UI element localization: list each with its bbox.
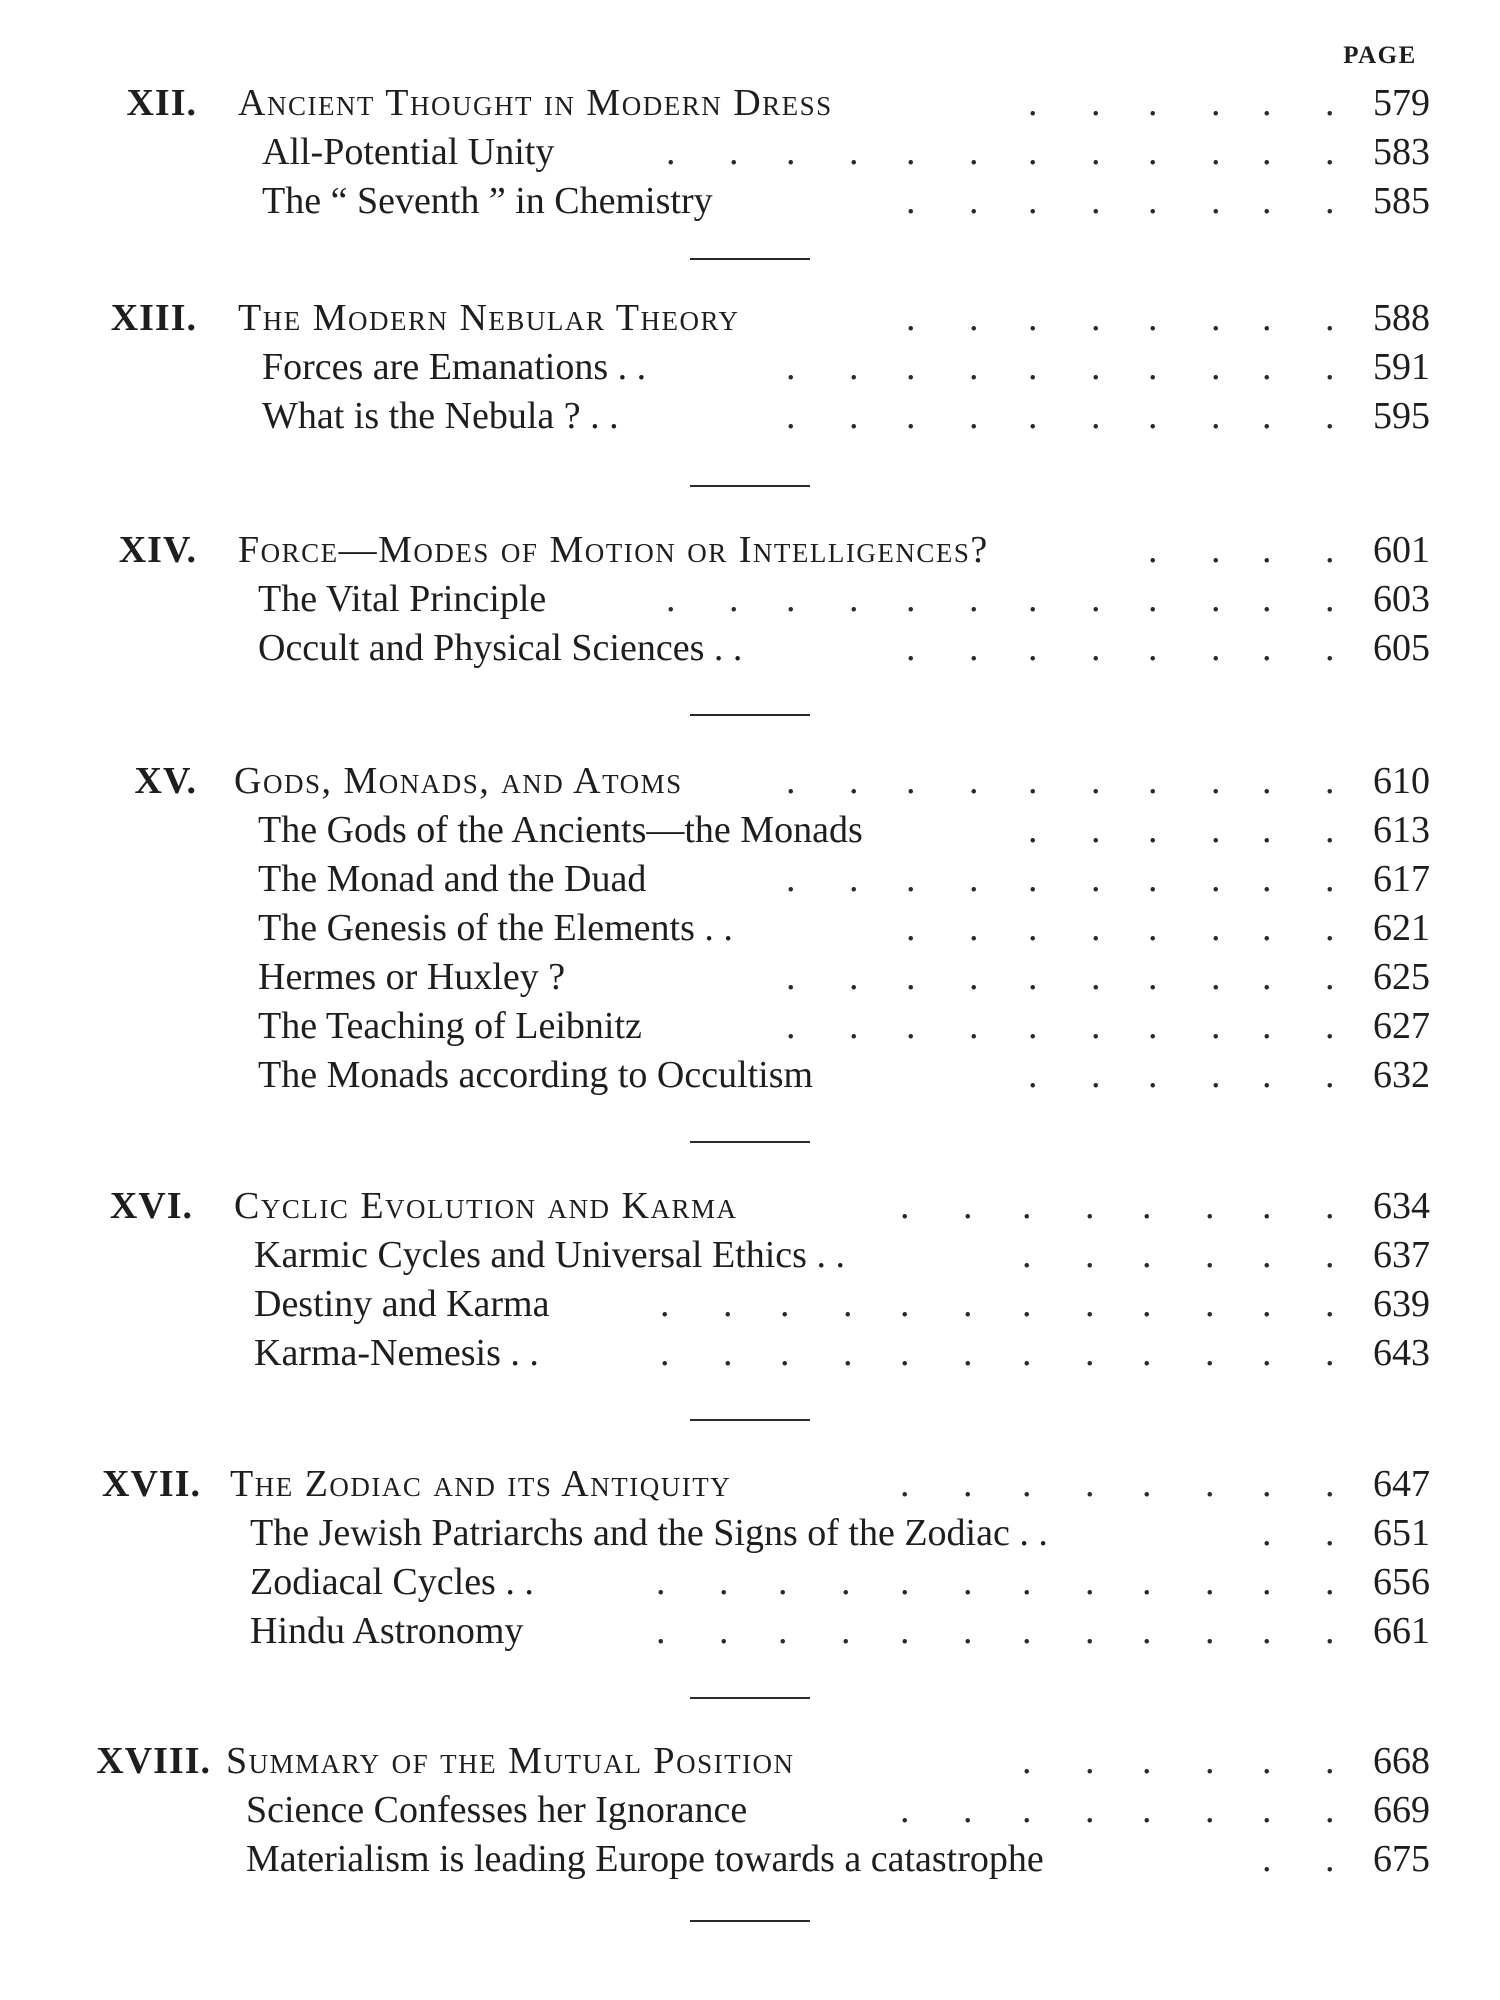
section-title: The Vital Principle — [258, 578, 547, 620]
leader-dots: . . — [1262, 346, 1357, 388]
leader-dots: . . — [660, 1283, 755, 1325]
section-title: Zodiacal Cycles . . — [250, 1561, 534, 1603]
leader-dots: . . — [1028, 82, 1123, 124]
section-row — [0, 343, 1500, 392]
leader-dots: . . — [780, 1283, 875, 1325]
page-number: 669 — [1373, 1789, 1430, 1831]
page-number: 661 — [1373, 1610, 1430, 1652]
chapter-title: Force—Modes of Motion or Intelligences? — [238, 529, 989, 571]
leader-dots: . . — [1142, 1463, 1237, 1505]
leader-dots: . . — [1022, 1283, 1117, 1325]
page-number: 647 — [1373, 1463, 1430, 1505]
leader-dots: . . — [1262, 180, 1357, 222]
leader-dots: . . — [906, 907, 1001, 949]
page-number: 601 — [1373, 529, 1430, 571]
section-title: Occult and Physical Sciences . . — [258, 627, 743, 669]
leader-dots: . . — [1262, 1838, 1357, 1880]
page-number: 585 — [1373, 180, 1430, 222]
leader-dots: . . — [1022, 1234, 1117, 1276]
leader-dots: . . — [1148, 131, 1243, 173]
section-title: Destiny and Karma — [254, 1283, 550, 1325]
leader-dots: . . — [786, 395, 881, 437]
leader-dots: . . — [1148, 760, 1243, 802]
leader-dots: . . — [1142, 1332, 1237, 1374]
leader-dots: . . — [778, 1561, 873, 1603]
section-row — [0, 855, 1500, 904]
leader-dots: . . — [906, 627, 1001, 669]
chapter-numeral: XII. — [126, 82, 197, 124]
leader-dots: . . — [1028, 578, 1123, 620]
section-title: The Monad and the Duad — [258, 858, 647, 900]
leader-dots: . . — [1262, 760, 1357, 802]
chapter-numeral: XVII. — [102, 1463, 201, 1505]
leader-dots: . . — [1262, 1185, 1357, 1227]
leader-dots: . . — [906, 297, 1001, 339]
page-number: 617 — [1373, 858, 1430, 900]
chapter-xiv — [0, 526, 1500, 673]
chapter-numeral: XVIII. — [96, 1740, 211, 1782]
page-number: 605 — [1373, 627, 1430, 669]
chapter-numeral: XIV. — [118, 529, 197, 571]
leader-dots: . . — [1142, 1185, 1237, 1227]
leader-dots: . . — [1022, 1185, 1117, 1227]
leader-dots: . . — [900, 1610, 995, 1652]
section-title: Karma-Nemesis . . — [254, 1332, 539, 1374]
leader-dots: . . — [906, 180, 1001, 222]
chapter-xiii — [0, 294, 1500, 441]
chapter-xviii — [0, 1737, 1500, 1884]
page-number: 637 — [1373, 1234, 1430, 1276]
leader-dots: . . — [786, 1005, 881, 1047]
leader-dots: . . — [666, 131, 761, 173]
section-divider — [690, 1697, 810, 1699]
chapter-numeral: XIII. — [110, 297, 197, 339]
chapter-heading-row — [0, 757, 1500, 806]
leader-dots: . . — [786, 858, 881, 900]
section-row — [0, 128, 1500, 177]
section-row — [0, 1231, 1500, 1280]
page-column-heading: PAGE — [1343, 42, 1417, 69]
chapter-xvi — [0, 1182, 1500, 1378]
section-title: The Genesis of the Elements . . — [258, 907, 733, 949]
chapter-heading-row — [0, 526, 1500, 575]
section-title: Hindu Astronomy — [250, 1610, 524, 1652]
leader-dots: . . — [1262, 1789, 1357, 1831]
page-number: 675 — [1373, 1838, 1430, 1880]
leader-dots: . . — [786, 956, 881, 998]
leader-dots: . . — [1028, 809, 1123, 851]
leader-dots: . . — [1262, 1332, 1357, 1374]
leader-dots: . . — [656, 1610, 751, 1652]
chapter-numeral: XV. — [134, 760, 197, 802]
section-row — [0, 392, 1500, 441]
page-number: 621 — [1373, 907, 1430, 949]
chapter-title: Ancient Thought in Modern Dress — [238, 82, 833, 124]
leader-dots: . . — [1262, 1283, 1357, 1325]
page-number: 588 — [1373, 297, 1430, 339]
leader-dots: . . — [786, 760, 881, 802]
leader-dots: . . — [1148, 395, 1243, 437]
leader-dots: . . — [1028, 395, 1123, 437]
chapter-xv — [0, 757, 1500, 1100]
leader-dots: . . — [1028, 1005, 1123, 1047]
section-row — [0, 1509, 1500, 1558]
section-row — [0, 953, 1500, 1002]
leader-dots: . . — [1262, 1740, 1357, 1782]
page-number: 668 — [1373, 1740, 1430, 1782]
leader-dots: . . — [1148, 346, 1243, 388]
chapter-heading-row — [0, 1460, 1500, 1509]
leader-dots: . . — [1022, 1740, 1117, 1782]
page-number: 656 — [1373, 1561, 1430, 1603]
leader-dots: . . — [786, 578, 881, 620]
chapter-title: The Zodiac and its Antiquity — [230, 1463, 732, 1505]
page-number: 634 — [1373, 1185, 1430, 1227]
leader-dots: . . — [1262, 1561, 1357, 1603]
section-row — [0, 1786, 1500, 1835]
leader-dots: . . — [1028, 760, 1123, 802]
leader-dots: . . — [1262, 956, 1357, 998]
leader-dots: . . — [666, 578, 761, 620]
leader-dots: . . — [1148, 578, 1243, 620]
page-number: 639 — [1373, 1283, 1430, 1325]
leader-dots: . . — [1148, 82, 1243, 124]
leader-dots: . . — [1142, 1234, 1237, 1276]
section-title: The Monads according to Occultism — [258, 1054, 814, 1096]
leader-dots: . . — [900, 1789, 995, 1831]
section-title: Hermes or Huxley ? — [258, 956, 566, 998]
leader-dots: . . — [1262, 1610, 1357, 1652]
page-number: 610 — [1373, 760, 1430, 802]
leader-dots: . . — [1262, 1463, 1357, 1505]
leader-dots: . . — [1148, 956, 1243, 998]
chapter-heading-row — [0, 79, 1500, 128]
section-divider — [690, 1920, 810, 1922]
leader-dots: . . — [1142, 1561, 1237, 1603]
page-number: 632 — [1373, 1054, 1430, 1096]
leader-dots: . . — [1142, 1789, 1237, 1831]
section-title: Materialism is leading Europe towards a catastrophe — [246, 1838, 1044, 1880]
section-title: What is the Nebula ? . . — [262, 395, 619, 437]
section-title: Karmic Cycles and Universal Ethics . . — [254, 1234, 845, 1276]
section-title: All-Potential Unity — [262, 131, 555, 173]
chapter-title: Summary of the Mutual Position — [226, 1740, 795, 1782]
leader-dots: . . — [1142, 1740, 1237, 1782]
section-divider — [690, 1419, 810, 1421]
leader-dots: . . — [660, 1332, 755, 1374]
leader-dots: . . — [1148, 180, 1243, 222]
section-divider — [690, 258, 810, 260]
section-row — [0, 575, 1500, 624]
section-row — [0, 1329, 1500, 1378]
section-title: Forces are Emanations . . — [262, 346, 647, 388]
section-row — [0, 806, 1500, 855]
section-title: The Teaching of Leibnitz — [258, 1005, 642, 1047]
leader-dots: . . — [1148, 809, 1243, 851]
leader-dots: . . — [1262, 395, 1357, 437]
chapter-title: Gods, Monads, and Atoms — [234, 760, 683, 802]
page-number: 613 — [1373, 809, 1430, 851]
leader-dots: . . — [1022, 1561, 1117, 1603]
section-title: The Gods of the Ancients—the Monads — [258, 809, 863, 851]
leader-dots: . . — [1028, 858, 1123, 900]
page-number: 643 — [1373, 1332, 1430, 1374]
leader-dots: . . — [1262, 578, 1357, 620]
chapter-heading-row — [0, 294, 1500, 343]
page-number: 627 — [1373, 1005, 1430, 1047]
leader-dots: . . — [900, 1561, 995, 1603]
section-row — [0, 1835, 1500, 1884]
leader-dots: . . — [1262, 1234, 1357, 1276]
section-divider — [690, 485, 810, 487]
leader-dots: . . — [900, 1185, 995, 1227]
leader-dots: . . — [1262, 627, 1357, 669]
leader-dots: . . — [786, 346, 881, 388]
leader-dots: . . — [1148, 858, 1243, 900]
section-row — [0, 1280, 1500, 1329]
section-divider — [690, 714, 810, 716]
chapter-heading-row — [0, 1737, 1500, 1786]
leader-dots: . . — [1262, 907, 1357, 949]
leader-dots: . . — [906, 760, 1001, 802]
chapter-numeral: XVI. — [109, 1185, 193, 1227]
leader-dots: . . — [1022, 1332, 1117, 1374]
leader-dots: . . — [906, 1005, 1001, 1047]
leader-dots: . . — [1262, 858, 1357, 900]
page-number: 595 — [1373, 395, 1430, 437]
leader-dots: . . — [906, 395, 1001, 437]
chapter-title: Cyclic Evolution and Karma — [234, 1185, 738, 1227]
leader-dots: . . — [1022, 1610, 1117, 1652]
section-row — [0, 1002, 1500, 1051]
leader-dots: . . — [906, 956, 1001, 998]
leader-dots: . . — [1148, 297, 1243, 339]
page-number: 625 — [1373, 956, 1430, 998]
chapter-heading-row — [0, 1182, 1500, 1231]
leader-dots: . . — [1262, 1512, 1357, 1554]
section-divider — [690, 1141, 810, 1143]
chapter-title: The Modern Nebular Theory — [238, 297, 740, 339]
section-row — [0, 904, 1500, 953]
page-number: 583 — [1373, 131, 1430, 173]
page-number: 579 — [1373, 82, 1430, 124]
leader-dots: . . — [656, 1561, 751, 1603]
leader-dots: . . — [1028, 956, 1123, 998]
page-number: 603 — [1373, 578, 1430, 620]
leader-dots: . . — [1028, 180, 1123, 222]
leader-dots: . . — [1028, 297, 1123, 339]
leader-dots: . . — [1028, 346, 1123, 388]
leader-dots: . . — [1148, 627, 1243, 669]
leader-dots: . . — [906, 131, 1001, 173]
leader-dots: . . — [1262, 1005, 1357, 1047]
chapter-xvii — [0, 1460, 1500, 1656]
leader-dots: . . — [1028, 627, 1123, 669]
leader-dots: . . — [906, 858, 1001, 900]
section-title: The Jewish Patriarchs and the Signs of the Zodiac . . — [250, 1512, 1048, 1554]
leader-dots: . . — [1148, 529, 1243, 571]
leader-dots: . . — [906, 578, 1001, 620]
section-title: The “ Seventh ” in Chemistry — [262, 180, 713, 222]
leader-dots: . . — [786, 131, 881, 173]
leader-dots: . . — [1022, 1463, 1117, 1505]
leader-dots: . . — [1262, 1054, 1357, 1096]
leader-dots: . . — [900, 1332, 995, 1374]
leader-dots: . . — [778, 1610, 873, 1652]
leader-dots: . . — [1262, 297, 1357, 339]
leader-dots: . . — [1262, 82, 1357, 124]
leader-dots: . . — [1262, 809, 1357, 851]
leader-dots: . . — [1262, 131, 1357, 173]
leader-dots: . . — [1028, 131, 1123, 173]
leader-dots: . . — [1148, 1054, 1243, 1096]
section-row — [0, 624, 1500, 673]
section-title: Science Confesses her Ignorance — [246, 1789, 748, 1831]
leader-dots: . . — [1142, 1283, 1237, 1325]
leader-dots: . . — [1148, 907, 1243, 949]
section-row — [0, 1051, 1500, 1100]
page-number: 591 — [1373, 346, 1430, 388]
leader-dots: . . — [1148, 1005, 1243, 1047]
section-row — [0, 1607, 1500, 1656]
leader-dots: . . — [906, 346, 1001, 388]
page-number: 651 — [1373, 1512, 1430, 1554]
section-row — [0, 177, 1500, 226]
chapter-xii — [0, 79, 1500, 226]
leader-dots: . . — [780, 1332, 875, 1374]
leader-dots: . . — [1262, 529, 1357, 571]
leader-dots: . . — [1022, 1789, 1117, 1831]
leader-dots: . . — [900, 1283, 995, 1325]
leader-dots: . . — [1028, 907, 1123, 949]
section-row — [0, 1558, 1500, 1607]
leader-dots: . . — [1142, 1610, 1237, 1652]
leader-dots: . . — [900, 1463, 995, 1505]
leader-dots: . . — [1028, 1054, 1123, 1096]
